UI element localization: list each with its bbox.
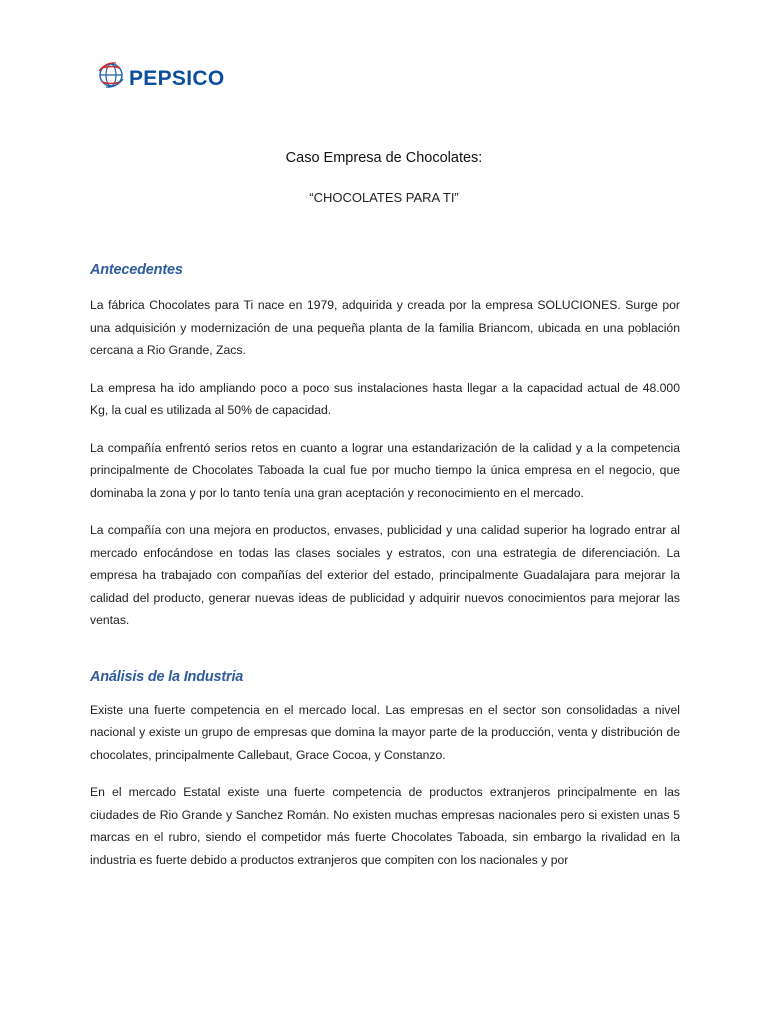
section-heading-analisis: Análisis de la Industria [90,668,244,685]
paragraph: En el mercado Estatal existe una fuerte competencia de productos extranjeros principalmente en las ciudades de Rio Grande y Sanchez Román. No existen muchas empresas nacionales pero si existen unas 5 marcas en el rubro, siendo el competidor más fuerte Chocolates Taboada, sin embargo la rivalidad en la industria es fuerte debido a productos extranjeros que compiten con los nacionales y por [90,785,680,867]
pepsico-wordmark: PEPSICO [129,67,225,90]
document-body [90,262,680,886]
document-title: Caso Empresa de Chocolates: [285,150,483,166]
pepsico-globe-icon [96,58,126,92]
paragraph: Existe una fuerte competencia en el mercado local. Las empresas en el sector son consolidadas a nivel nacional y existe un grupo de empresas que domina la mayor parte de la producción, venta y distribución de chocolates, principalmente Callebaut, Grace Cocoa, y Constanzo. [90,702,680,762]
section-heading-antecedentes: Antecedentes [90,262,183,278]
paragraph: La compañía con una mejora en productos, envases, publicidad y una calidad superior ha logrado entrar al mercado enfocándose en todas las clases sociales y estratos, con una estrategia de diferenciación. La empresa ha trabajado con compañías del exterior del estado, principalmente Guadalajara para mejorar la calidad del producto, generar nuevas ideas de publicidad y adquirir nuevos conocimientos para mejorar las ventas. [90,523,680,627]
paragraph: La fábrica Chocolates para Ti nace en 1979, adquirida y creada por la empresa SOLUCIONES. Surge por una adquisición y modernización de una pequeña planta de la familia Briancom, ubicada en una población cercana a Rio Grande, Zacs. [90,298,680,357]
document-subtitle: “CHOCOLATES PARA TI” [309,190,459,205]
pepsico-logo [96,58,224,92]
paragraph: La compañía enfrentó serios retos en cuanto a lograr una estandarización de la calidad y a la competencia principalmente de Chocolates Taboada la cual fue por mucho tiempo la única empresa en el negocio, que dominaba la zona y por lo tanto tenía una gran aceptación y reconocimiento en el mercado. [90,440,680,500]
paragraph: La empresa ha ido ampliando poco a poco sus instalaciones hasta llegar a la capacidad actual de 48.000 Kg, la cual es utilizada al 50% de capacidad. [90,380,680,417]
